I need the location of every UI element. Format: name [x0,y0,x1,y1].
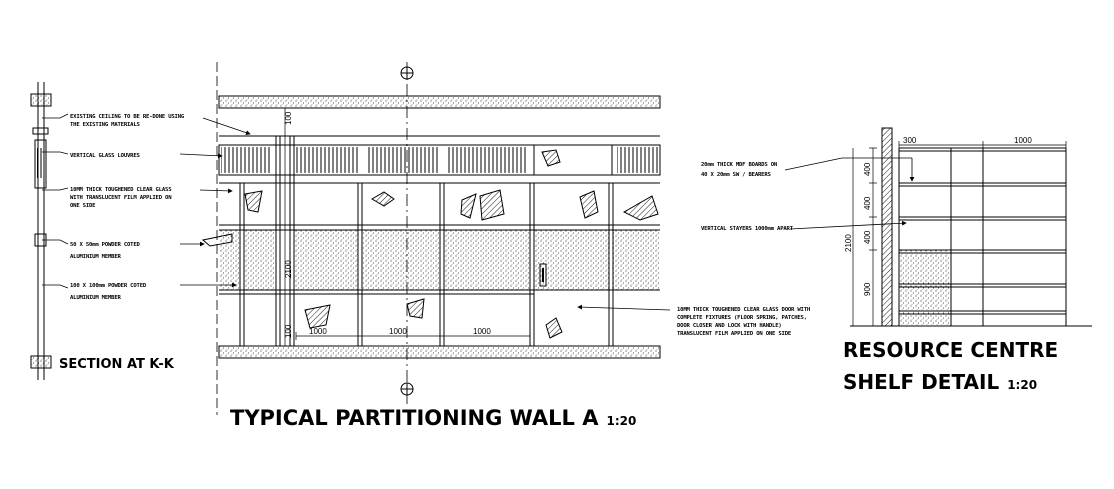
note-ceiling-2: THE EXISTING MATERIALS [70,122,140,128]
door-note-3: DOOR CLOSER AND LOCK WITH HANDLE) [677,323,782,329]
dim-bay-3: 1000 [473,327,491,336]
note-member100-1: 100 X 100mm POWDER COTED [70,283,147,289]
section-title: SECTION AT K-K [59,357,174,372]
note-glass-1: 10MM THICK TOUGHENED CLEAR GLASS [70,187,172,193]
shelf-detail [785,128,1092,326]
dim-bay-2: 1000 [389,327,407,336]
shelf-note-stayers: VERTICAL STAYERS 1000mm APART [701,226,793,232]
partition-wall-elevation [180,62,670,415]
shelf-note-mdf-2: 40 X 20mm SW / BEARERS [701,172,771,178]
note-glass-2: WITH TRANSLUCENT FILM APPLIED ON [70,195,172,201]
dim-height-2100: 2100 [284,260,293,278]
note-member100-2: ALUMINIUM MEMBER [70,295,121,301]
note-ceiling-1: EXISTING CEILING TO BE RE-DONE USING [70,114,185,120]
door-note-1: 10MM THICK TOUGHENED CLEAR GLASS DOOR WITH [677,307,811,313]
door-note-4: TRANSLUCENT FILM APPLIED ON ONE SIDE [677,331,792,337]
dim-bottom-100: 100 [284,324,293,338]
door-note-2: COMPLETE FIXTURES (FLOOR SPRING, PATCHES, [677,315,807,321]
wall-title: TYPICAL PARTITIONING WALL A 1:20 [230,406,637,430]
shelf-dim-900: 900 [863,282,872,296]
dim-top-100: 100 [284,111,293,125]
shelf-dim-400-b: 400 [863,196,872,210]
note-louvres: VERTICAL GLASS LOUVRES [70,153,140,159]
shelf-dim-400-a: 400 [863,162,872,176]
note-member50-1: 50 X 50mm POWDER COTED [70,242,140,248]
shelf-dim-400-c: 400 [863,230,872,244]
section-k-k [31,82,68,380]
shelf-title-line1: RESOURCE CENTRE [843,338,1059,362]
note-glass-3: ONE SIDE [70,203,96,209]
shelf-note-mdf-1: 20mm THICK MDF BOARDS ON [701,162,778,168]
shelf-dim-1000: 1000 [1014,136,1032,145]
shelf-dim-2100: 2100 [844,234,853,252]
shelf-dim-300: 300 [903,136,917,145]
shelf-title-line2: SHELF DETAIL 1:20 [843,370,1038,394]
note-member50-2: ALUMINIUM MEMBER [70,254,121,260]
dim-bay-1: 1000 [309,327,327,336]
